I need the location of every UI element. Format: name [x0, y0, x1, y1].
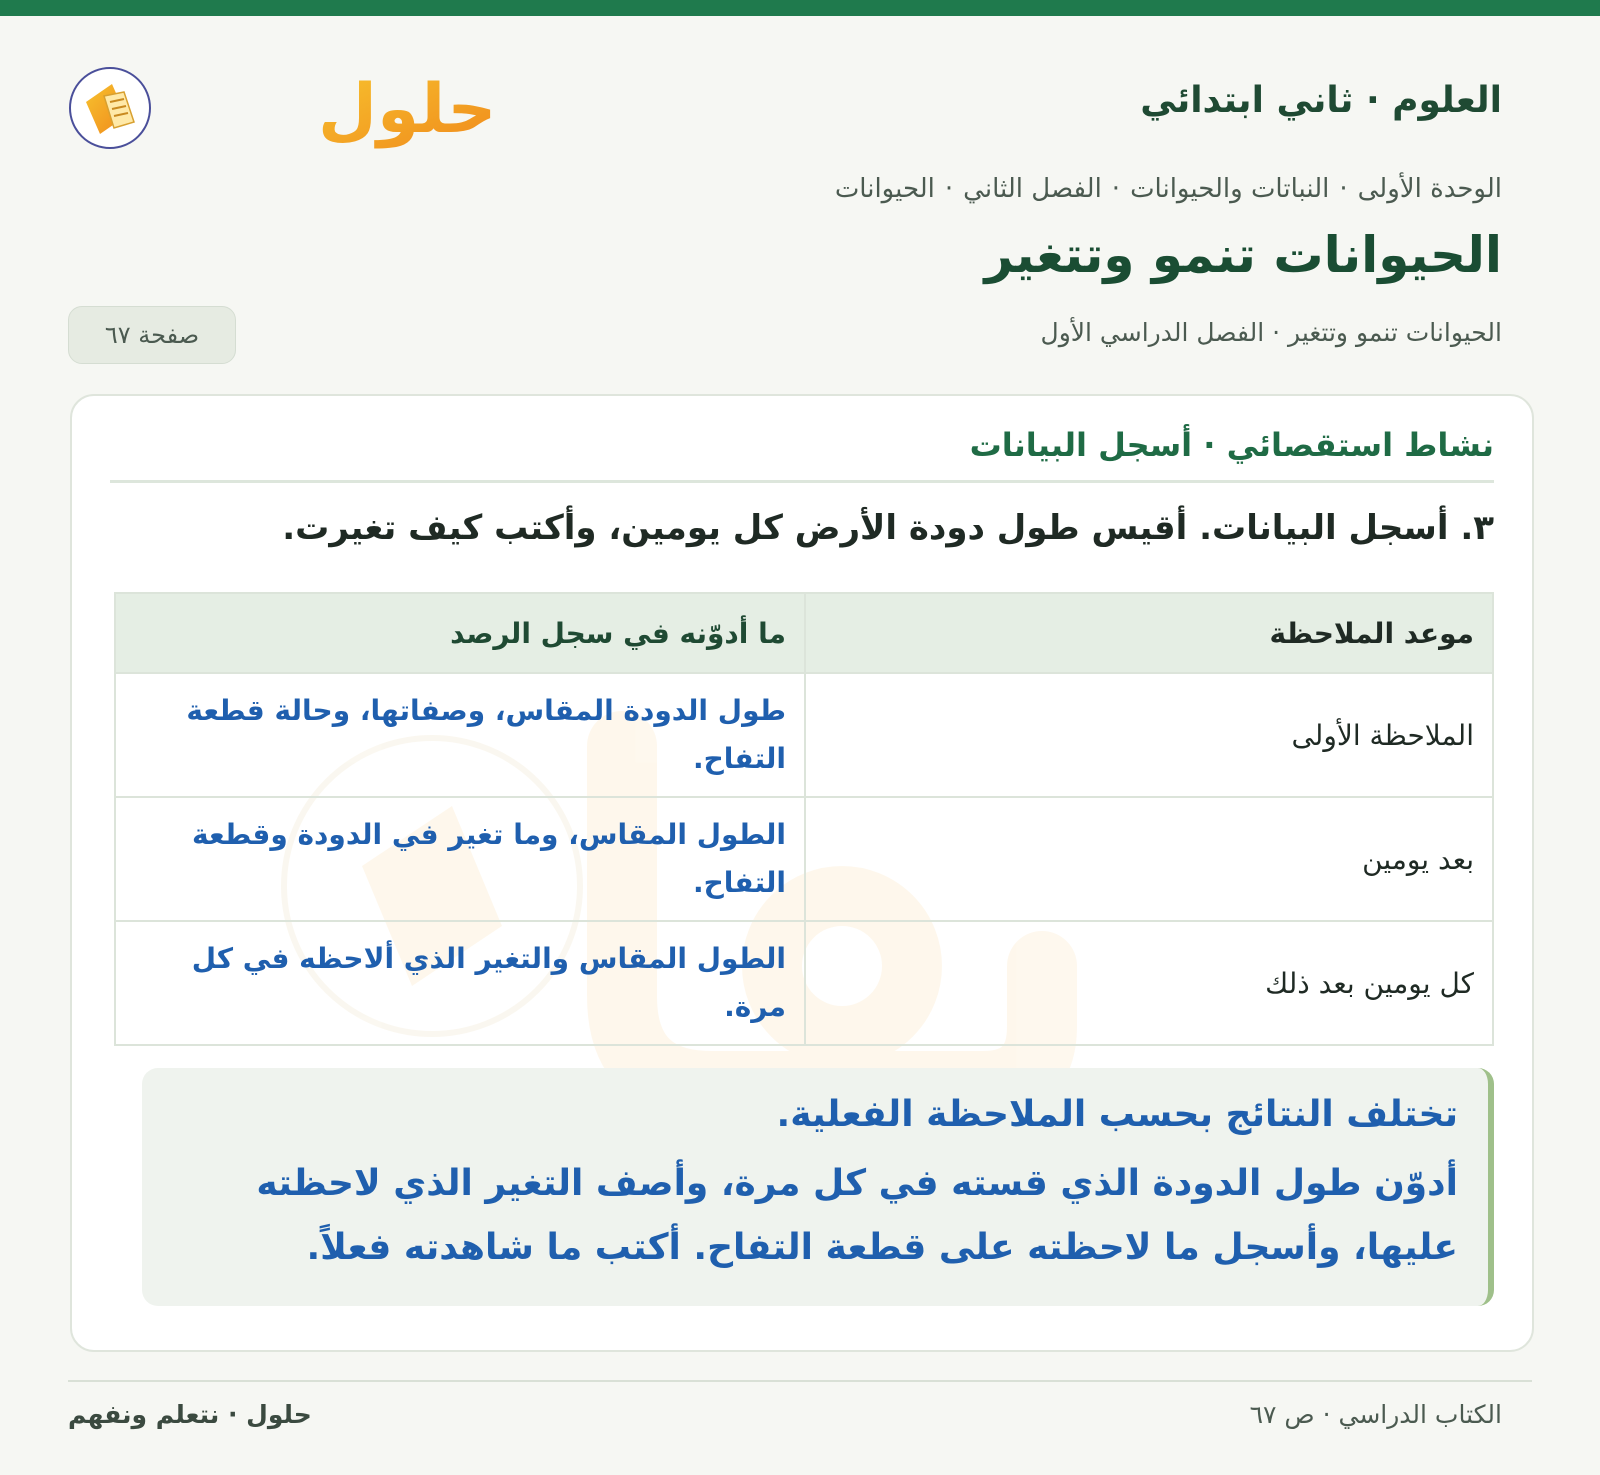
lesson-subline: الحيوانات تنمو وتتغير · الفصل الدراسي الأول [1040, 318, 1502, 347]
table-header-row [115, 593, 1493, 673]
observation-table [114, 592, 1494, 1046]
logo-wordmark: حلول [318, 70, 497, 149]
column-header-record: ما أدوّنه في سجل الرصد [115, 593, 805, 673]
breadcrumb-separator: · [1111, 174, 1121, 204]
cell-record: الطول المقاس، وما تغير في الدودة وقطعة التفاح. [115, 797, 805, 921]
breadcrumb [835, 174, 1502, 204]
cell-record: طول الدودة المقاس، وصفاتها، وحالة قطعة التفاح. [115, 673, 805, 797]
table-row [115, 797, 1493, 921]
page-number-badge: صفحة ٦٧ [68, 306, 236, 364]
breadcrumb-unit[interactable]: الوحدة الأولى [1357, 174, 1502, 204]
brand-logo[interactable] [68, 56, 497, 152]
breadcrumb-topic[interactable]: النباتات والحيوانات [1130, 174, 1330, 204]
lesson-title: الحيوانات تنمو وتتغير [984, 226, 1502, 284]
breadcrumb-separator: · [944, 174, 954, 204]
cell-time: الملاحظة الأولى [805, 673, 1493, 797]
footer-book-reference: الكتاب الدراسي · ص ٦٧ [1249, 1400, 1502, 1429]
table-row [115, 673, 1493, 797]
course-title: العلوم · ثاني ابتدائي [1140, 80, 1502, 121]
cell-record: الطول المقاس والتغير الذي ألاحظه في كل مرة. [115, 921, 805, 1045]
footer-brand-tagline[interactable]: حلول · نتعلم ونفهم [68, 1400, 312, 1429]
breadcrumb-section[interactable]: الحيوانات [834, 174, 935, 204]
table-row [115, 921, 1493, 1045]
breadcrumb-chapter[interactable]: الفصل الثاني [963, 174, 1102, 204]
cell-time: بعد يومين [805, 797, 1493, 921]
answer-detail: أدوّن طول الدودة الذي قسته في كل مرة، وأصف التغير الذي لاحظته عليها، وأسجل ما لاحظته على قطعة التفاح. أكتب ما شاهدته فعلاً. [256, 1163, 1458, 1268]
column-header-time: موعد الملاحظة [805, 593, 1493, 673]
cell-time: كل يومين بعد ذلك [805, 921, 1493, 1045]
top-accent-bar [0, 0, 1600, 16]
answer-box [142, 1068, 1494, 1306]
activity-card [70, 394, 1534, 1352]
activity-heading: نشاط استقصائي · أسجل البيانات [110, 426, 1494, 483]
answer-main: تختلف النتائج بحسب الملاحظة الفعلية. [776, 1094, 1458, 1135]
breadcrumb-separator: · [1339, 174, 1348, 204]
question-text: ٣. أسجل البيانات. أقيس طول دودة الأرض كل يومين، وأكتب كيف تغيرت. [282, 508, 1494, 548]
logo-icon [68, 56, 497, 152]
footer-divider [68, 1380, 1532, 1382]
